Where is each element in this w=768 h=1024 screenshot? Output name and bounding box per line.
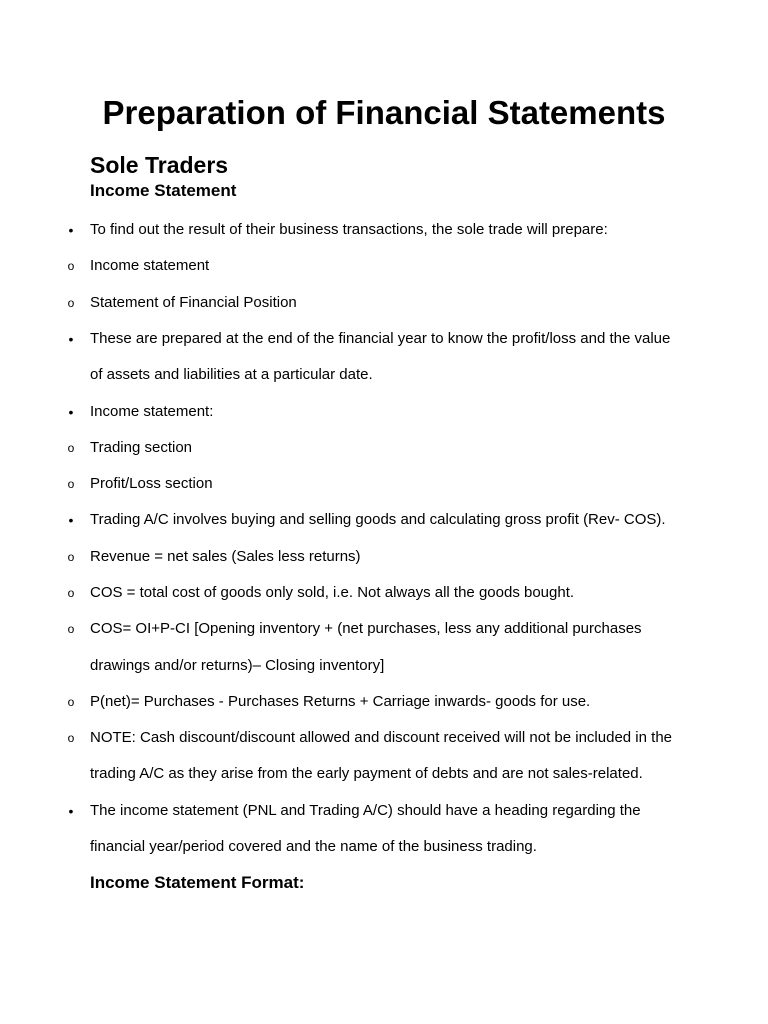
list-item-text: P(net)= Purchases - Purchases Returns + Carriage inwards- goods for use. — [90, 692, 591, 710]
sub-bullet-marker: o — [67, 586, 75, 600]
bullet-marker: • — [68, 330, 74, 347]
list-item-text: Profit/Loss section — [90, 475, 213, 493]
bullet-marker: • — [68, 512, 74, 529]
page-title: Preparation of Financial Statements — [102, 94, 666, 131]
list-item-text: Income statement — [90, 257, 210, 275]
sub-bullet-marker: o — [67, 549, 75, 564]
list-item-text: Trading section — [90, 438, 192, 456]
bullet-marker: • — [68, 802, 74, 819]
income-statement-format-heading: Income Statement Format: — [90, 873, 305, 892]
list-item-text: These are prepared at the end of the financial year to know the profit/loss and the value — [90, 329, 671, 347]
section-heading-income-statement: Income Statement — [90, 181, 237, 200]
list-item-text: Income statement: — [90, 402, 214, 420]
sub-bullet-marker: o — [67, 694, 75, 709]
list-item-text: NOTE: Cash discount/discount allowed and discount received will not be included in the — [90, 729, 672, 747]
list-item-text: of assets and liabilities at a particular date. — [90, 366, 373, 384]
list-item-text: Revenue = net sales (Sales less returns) — [90, 547, 361, 565]
list-item-text: To find out the result of their business transactions, the sole trade will prepare: — [90, 221, 608, 238]
list-item-text: COS= OI+P-CI [Opening inventory + (net purchases, less any additional purchases — [90, 620, 642, 638]
list-item-text: financial year/period covered and the name of the business trading. — [90, 838, 537, 856]
sub-bullet-marker: o — [67, 477, 75, 492]
sub-bullet-marker: o — [67, 440, 75, 455]
list-item-text: Statement of Financial Position — [90, 293, 297, 311]
subtitle-sole-traders: Sole Traders — [90, 152, 229, 178]
list-item-text: drawings and/or returns)– Closing inventory] — [90, 656, 385, 674]
list-item-text: The income statement (PNL and Trading A/C) should have a heading regarding the — [90, 801, 641, 819]
list-item-text: COS = total cost of goods only sold, i.e. Not always all the goods bought. — [90, 584, 575, 601]
bullet-marker: • — [68, 403, 74, 420]
sub-bullet-marker: o — [67, 295, 75, 310]
sub-bullet-marker: o — [67, 731, 75, 746]
sub-bullet-marker: o — [67, 622, 75, 637]
list-item-text: Trading A/C involves buying and selling goods and calculating gross profit (Rev- COS). — [90, 511, 666, 529]
bullet-marker: • — [68, 222, 74, 238]
list-item-text: trading A/C as they arise from the early payment of debts and are not sales-related. — [90, 765, 643, 783]
sub-bullet-marker: o — [67, 259, 75, 274]
